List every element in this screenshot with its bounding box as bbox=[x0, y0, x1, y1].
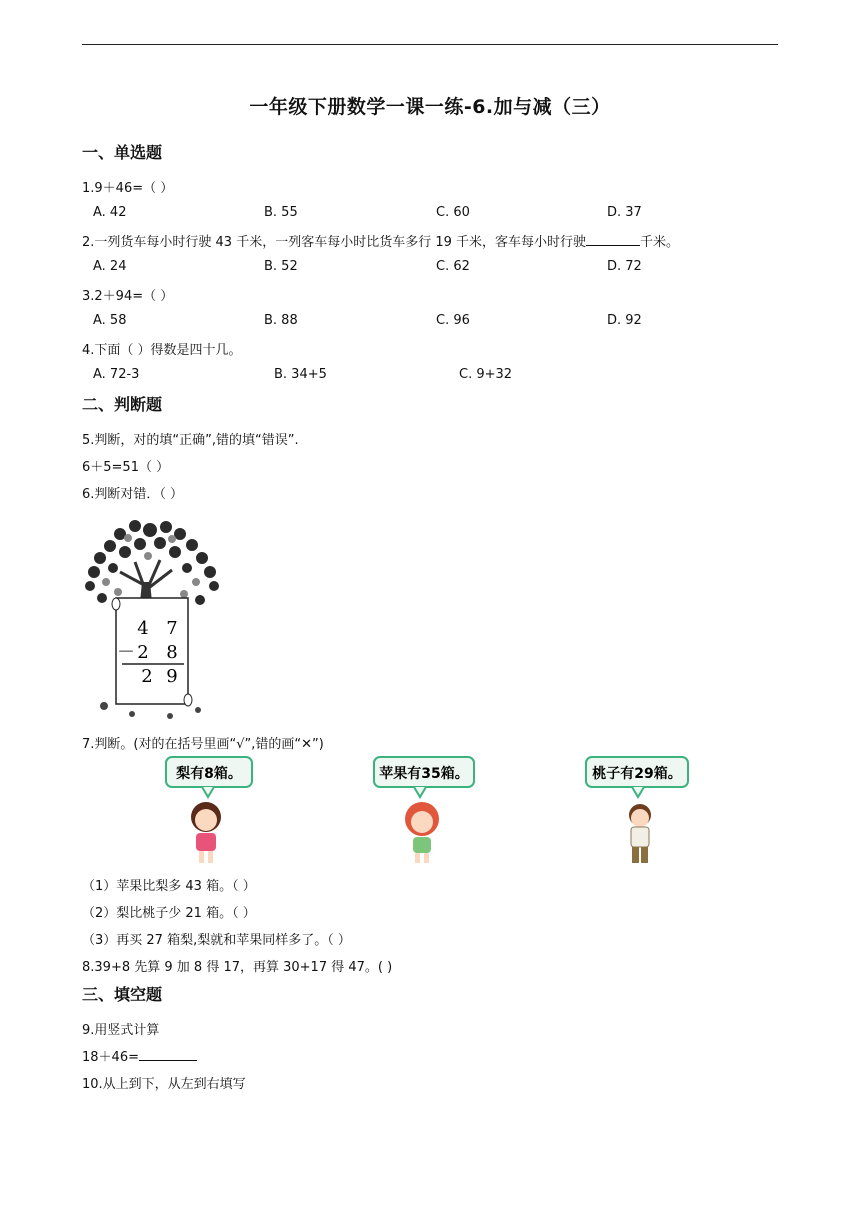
tree-subtraction-figure bbox=[80, 512, 225, 720]
q2-option-b: B. 52 bbox=[264, 259, 298, 274]
question-2-stem bbox=[82, 231, 679, 250]
q1-option-c: C. 60 bbox=[436, 205, 470, 220]
question-6-stem: 6.判断对错．（ ） bbox=[82, 487, 184, 502]
bubble-apple: 苹果有35箱。 bbox=[379, 766, 469, 782]
q1-option-b: B. 55 bbox=[264, 205, 298, 220]
question-7-sub-1: （1）苹果比梨多 43 箱。（ ） bbox=[82, 879, 256, 894]
question-8-stem: 8.39+8 先算 9 加 8 得 17，再算 30+17 得 47。( ) bbox=[82, 960, 393, 975]
section-heading-judgement: 二、判断题 bbox=[82, 395, 163, 414]
fig-mid-ones: 8 bbox=[166, 642, 178, 663]
q3-option-b: B. 88 bbox=[264, 313, 298, 328]
q1-option-d: D. 37 bbox=[607, 205, 642, 220]
q3-option-a: A. 58 bbox=[93, 313, 127, 328]
page-title: 一年级下册数学一课一练-6.加与减（三） bbox=[249, 96, 611, 118]
q9-expr: 18＋46= bbox=[82, 1050, 139, 1065]
question-9-expression bbox=[82, 1046, 197, 1065]
header-rule bbox=[82, 44, 778, 45]
q2-stem-after: 千米。 bbox=[640, 235, 680, 250]
q3-option-d: D. 92 bbox=[607, 313, 642, 328]
q2-option-a: A. 24 bbox=[93, 259, 127, 274]
boy-peach-figure bbox=[582, 755, 692, 867]
bubble-pear: 梨有8箱。 bbox=[176, 766, 242, 782]
q3-option-c: C. 96 bbox=[436, 313, 470, 328]
q4-option-b: B. 34+5 bbox=[274, 367, 327, 382]
question-9-stem: 9.用竖式计算 bbox=[82, 1023, 160, 1038]
q2-option-d: D. 72 bbox=[607, 259, 642, 274]
fig-result-tens: 2 bbox=[141, 666, 153, 687]
question-10-stem: 10.从上到下，从左到右填写 bbox=[82, 1077, 246, 1092]
fig-top-tens: 4 bbox=[137, 618, 149, 639]
question-7-sub-2: （2）梨比桃子少 21 箱。（ ） bbox=[82, 906, 256, 921]
question-7-sub-3: （3）再买 27 箱梨,梨就和苹果同样多了。（ ） bbox=[82, 933, 351, 948]
answer-blank bbox=[139, 1049, 197, 1061]
section-heading-single-choice: 一、单选题 bbox=[82, 143, 163, 162]
q1-option-a: A. 42 bbox=[93, 205, 127, 220]
fig-minus-sign: － bbox=[117, 642, 135, 663]
question-7-stem: 7.判断。(对的在括号里画“√”,错的画“✕”) bbox=[82, 737, 324, 752]
question-1-stem: 1.9＋46=（ ） bbox=[82, 181, 174, 196]
q4-option-c: C. 9+32 bbox=[459, 367, 513, 382]
question-3-stem: 3.2＋94=（ ） bbox=[82, 289, 174, 304]
fig-mid-tens: 2 bbox=[137, 642, 149, 663]
girl-pear-figure bbox=[160, 755, 260, 867]
question-4-stem: 4.下面（ ）得数是四十几。 bbox=[82, 343, 242, 358]
q2-option-c: C. 62 bbox=[436, 259, 470, 274]
answer-blank bbox=[586, 234, 640, 246]
question-5-stem: 5.判断，对的填“正确”,错的填“错误”. bbox=[82, 433, 299, 448]
q4-option-a: A. 72-3 bbox=[93, 367, 140, 382]
question-5-expression: 6＋5=51（ ） bbox=[82, 460, 170, 475]
girl-apple-figure bbox=[370, 755, 480, 867]
section-heading-fill-blank: 三、填空题 bbox=[82, 985, 163, 1004]
bubble-peach: 桃子有29箱。 bbox=[592, 766, 682, 782]
fig-result-ones: 9 bbox=[166, 666, 178, 687]
q2-stem-before: 2.一列货车每小时行驶 43 千米，一列客车每小时比货车多行 19 千米，客车每小时行驶 bbox=[82, 235, 587, 250]
fig-top-ones: 7 bbox=[166, 618, 178, 639]
